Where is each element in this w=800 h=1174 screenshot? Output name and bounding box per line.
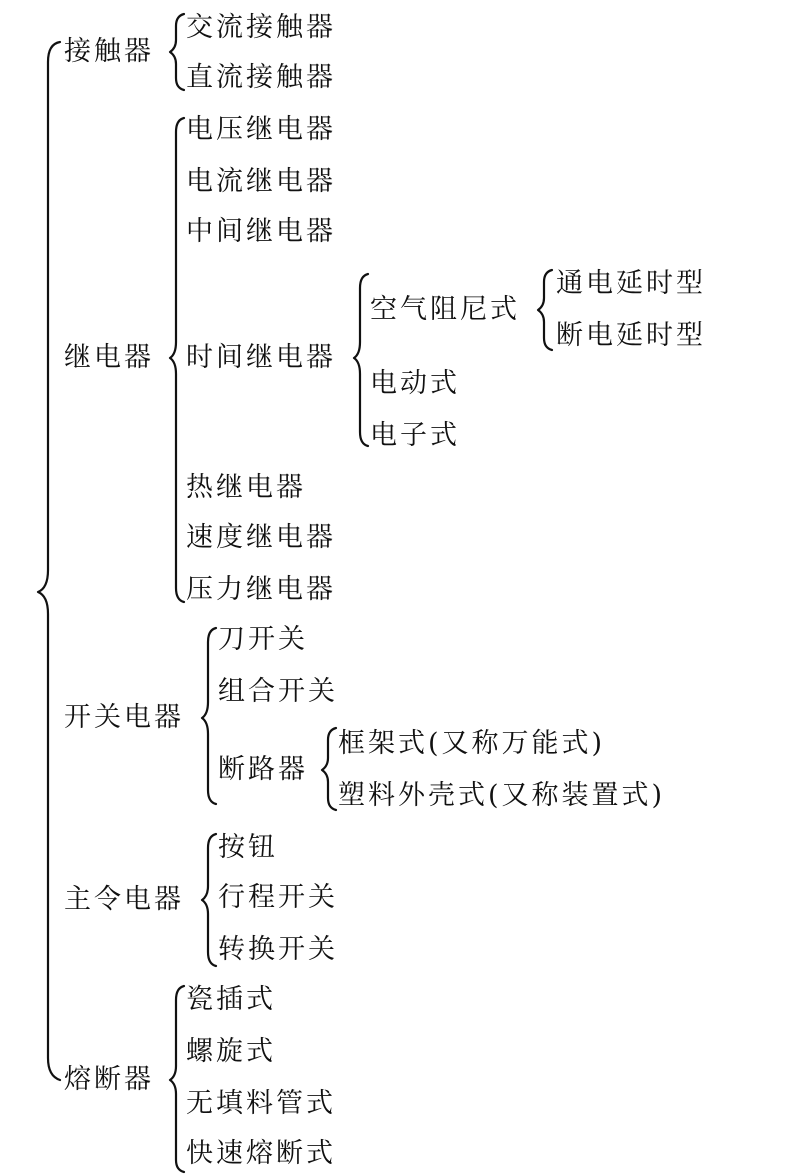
item-porcelain-plug-fuse: 瓷插式: [186, 984, 276, 1015]
category-contactor: 接触器: [64, 36, 154, 67]
item-on-delay: 通电延时型: [556, 268, 706, 299]
item-screw-fuse: 螺旋式: [186, 1036, 276, 1067]
item-air-damping: 空气阻尼式: [370, 294, 520, 325]
item-off-delay: 断电延时型: [556, 320, 706, 351]
item-fast-fuse: 快速熔断式: [186, 1138, 336, 1169]
item-unfilled-tube-fuse: 无填料管式: [186, 1088, 336, 1119]
item-electric-motor: 电动式: [370, 368, 460, 399]
item-dc-contactor: 直流接触器: [186, 62, 336, 93]
item-pressure-relay: 压力继电器: [186, 574, 336, 605]
category-switch: 开关电器: [64, 702, 184, 733]
item-intermediate-relay: 中间继电器: [186, 216, 336, 247]
relay-brace: [170, 118, 184, 602]
item-transfer-switch: 转换开关: [218, 934, 338, 965]
master-brace: [202, 834, 216, 966]
item-travel-switch: 行程开关: [218, 882, 338, 913]
item-thermal-relay: 热继电器: [186, 472, 306, 503]
item-ac-contactor: 交流接触器: [186, 12, 336, 43]
item-button: 按钮: [218, 832, 278, 863]
item-frame-breaker: 框架式(又称万能式): [338, 728, 606, 759]
breaker-brace: [322, 728, 336, 810]
root-brace: [38, 42, 60, 1080]
item-time-relay: 时间继电器: [186, 342, 336, 373]
item-molded-case-breaker: 塑料外壳式(又称装置式): [338, 780, 666, 811]
item-current-relay: 电流继电器: [186, 166, 336, 197]
contactor-brace: [170, 14, 184, 90]
time-relay-brace: [354, 274, 368, 446]
item-combination-switch: 组合开关: [218, 676, 338, 707]
category-relay: 继电器: [64, 342, 154, 373]
fuse-brace: [170, 986, 184, 1172]
category-fuse: 熔断器: [64, 1064, 154, 1095]
air-damping-brace: [538, 270, 552, 350]
item-knife-switch: 刀开关: [218, 624, 308, 655]
item-voltage-relay: 电压继电器: [186, 114, 336, 145]
item-electronic: 电子式: [370, 420, 460, 451]
switch-brace: [202, 628, 216, 804]
category-master: 主令电器: [64, 884, 184, 915]
item-speed-relay: 速度继电器: [186, 522, 336, 553]
item-circuit-breaker: 断路器: [218, 754, 308, 785]
